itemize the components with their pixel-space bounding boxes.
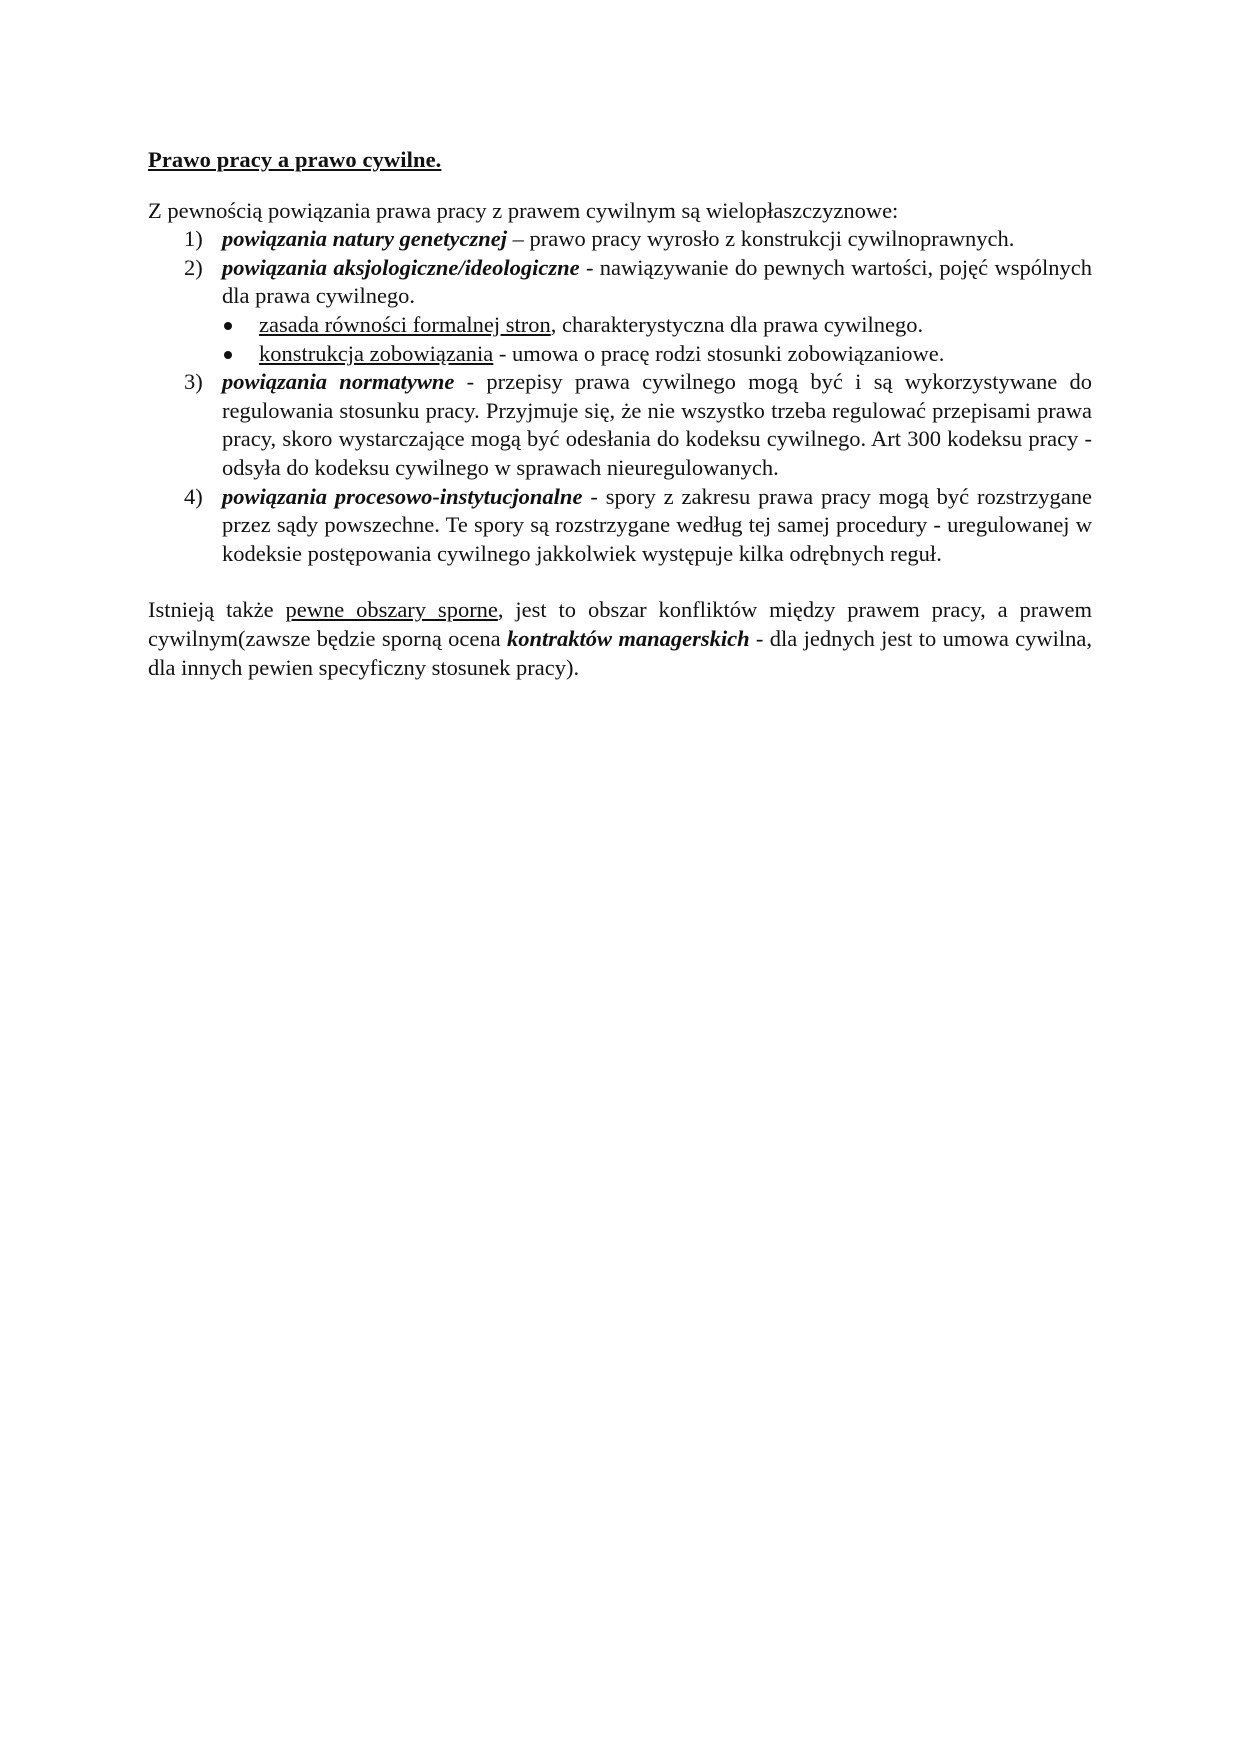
bullet-item-equality [222,311,1092,340]
bullet-underlined: konstrukcja zobowiązania [259,340,494,366]
item-number: 1) [184,226,203,252]
item-number: 4) [184,483,203,509]
bullet-text: , charakterystyczna dla prawa cywilnego. [550,311,924,337]
closing-after: - dla jednych jest to umowa cywilna, dla innych pewien specyficzny stosunek pracy). [148,625,1093,680]
closing-underlined: pewne obszary sporne [285,597,498,623]
list-item-axiological [148,254,1092,368]
item-number: 3) [184,369,203,395]
list-item-genetic [148,225,1092,254]
bullet-icon [224,322,232,330]
item-term: powiązania natury genetycznej [222,226,508,252]
bullet-item-obligation [222,340,1092,369]
item-text: - przepisy prawa cywilnego mogą być i są wykorzystywane do regulowania stosunku pracy. Przyjmuje się, że nie wszystko trzeba regulować przepisami prawa pracy, skoro wystarczające mogą być odesłania do kodeksu cywilnego. Art 300 kodeksu pracy - odsyła do kodeksu cywilnego w sprawach nieuregulowanych. [222,369,1092,480]
item-text: – prawo pracy wyrosło z konstrukcji cywilnoprawnych. [507,226,1015,252]
relations-list [148,225,1092,568]
axiological-bullets [222,311,1092,368]
document-title: Prawo pracy a prawo cywilne. [148,147,442,172]
list-item-normative [148,368,1092,482]
item-term: powiązania normatywne [222,369,455,395]
item-term: powiązania procesowo-instytucjonalne [222,483,583,509]
item-number: 2) [184,254,203,280]
item-term: powiązania aksjologiczne/ideologiczne [222,254,580,280]
intro-paragraph: Z pewnością powiązania prawa pracy z prawem cywilnym są wielopłaszczyznowe: [148,197,899,223]
document-page [148,146,1092,682]
bullet-icon [224,351,232,359]
bullet-underlined: zasada równości formalnej stron [259,311,551,337]
closing-middle: , jest to obszar konfliktów między prawem pracy, a prawem cywilnym(zawsze będzie sporną ocena [148,597,1092,651]
closing-term: kontraktów managerskich [506,625,750,651]
closing-paragraph [148,596,1092,682]
bullet-text: - umowa o pracę rodzi stosunki zobowiązaniowe. [493,340,945,366]
closing-before: Istnieją także [148,597,286,623]
list-item-procedural [148,483,1092,569]
item-text: - spory z zakresu prawa pracy mogą być rozstrzygane przez sądy powszechne. Te spory są rozstrzygane według tej samej procedury - uregulowanej w kodeksie postępowania cywilnego jakkolwiek występuje kilka odrębnych reguł. [222,483,1092,566]
item-text: - nawiązywanie do pewnych wartości, pojęć wspólnych dla prawa cywilnego. [222,254,1092,309]
